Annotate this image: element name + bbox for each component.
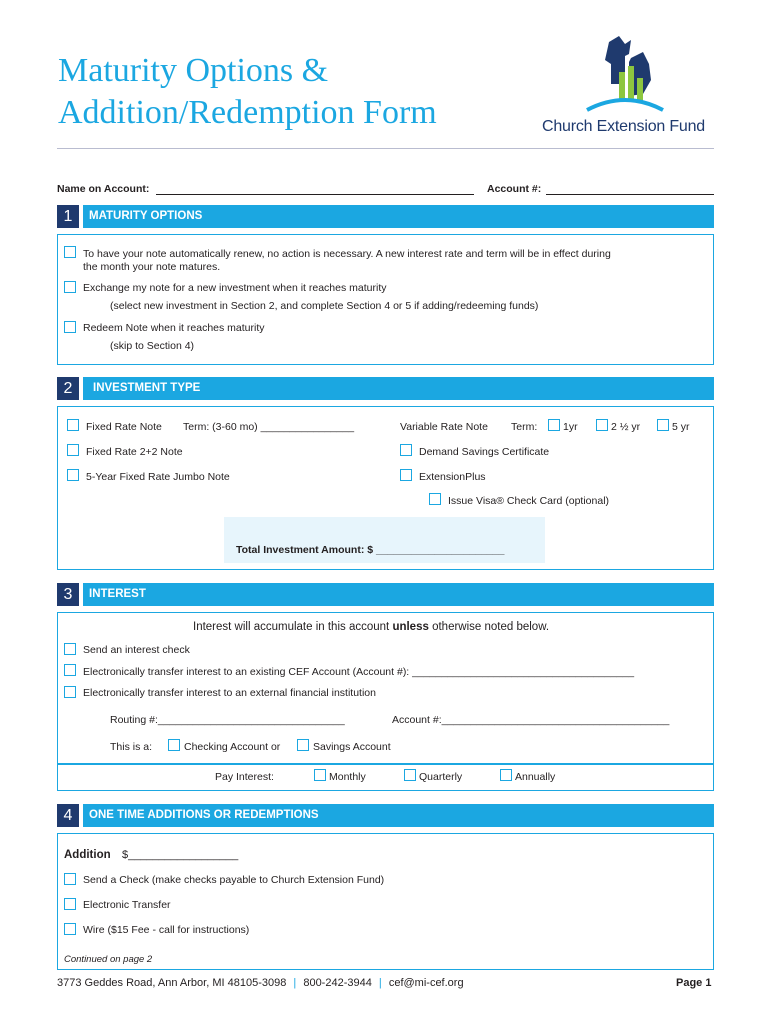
- title-line-1: Maturity Options &: [58, 52, 329, 89]
- extensionplus-checkbox[interactable]: [400, 469, 412, 481]
- name-on-account-field[interactable]: [156, 194, 474, 195]
- section-title: MATURITY OPTIONS: [89, 210, 203, 222]
- quarterly-label: Quarterly: [419, 771, 463, 783]
- demand-savings-checkbox[interactable]: [400, 444, 412, 456]
- cef-transfer-label[interactable]: Electronically transfer interest to an existing CEF Account (Account #): ______________________________________: [83, 666, 635, 678]
- electronic-transfer-checkbox[interactable]: [64, 898, 76, 910]
- send-check-label: Send a Check (make checks payable to Church Extension Fund): [83, 874, 385, 886]
- savings-label: Savings Account: [313, 741, 391, 753]
- exchange-text: Exchange my note for a new investment when it reaches maturity: [83, 282, 387, 294]
- external-transfer-checkbox[interactable]: [64, 686, 76, 698]
- jumbo-checkbox[interactable]: [67, 469, 79, 481]
- section-number: 4: [57, 804, 79, 827]
- page-number: Page 1: [676, 977, 712, 989]
- renew-text: To have your note automatically renew, no action is necessary. A new interest rate and term will be in effect during: [83, 248, 611, 260]
- jumbo-label: 5-Year Fixed Rate Jumbo Note: [86, 471, 230, 483]
- checking-label: Checking Account or: [184, 741, 281, 753]
- fixed-2-2-checkbox[interactable]: [67, 444, 79, 456]
- section-number: 3: [57, 583, 79, 606]
- fixed-term-field[interactable]: Term: (3-60 mo) ________________: [183, 421, 355, 433]
- term-2-5yr-label: 2 ½ yr: [611, 421, 641, 433]
- term-2-5yr-checkbox[interactable]: [596, 419, 608, 431]
- interest-check-label: Send an interest check: [83, 644, 190, 656]
- footer-separator: |: [378, 977, 382, 989]
- interest-check-checkbox[interactable]: [64, 643, 76, 655]
- interest-note-text-2: otherwise noted below.: [432, 621, 550, 633]
- external-transfer-label: Electronically transfer interest to an external financial institution: [83, 687, 376, 699]
- title-line-2: Addition/Redemption Form: [58, 94, 437, 131]
- wire-label: Wire ($15 Fee - call for instructions): [83, 924, 250, 936]
- this-is-a-label: This is a:: [110, 741, 153, 753]
- total-amount-field[interactable]: Total Investment Amount: $ ______________________: [236, 544, 505, 556]
- interest-note: [193, 621, 549, 634]
- variable-term-label: Term:: [511, 421, 538, 433]
- send-check-checkbox[interactable]: [64, 873, 76, 885]
- exchange-note: (select new investment in Section 2, and complete Section 4 or 5 if adding/redeeming funds): [110, 300, 539, 312]
- extensionplus-label: ExtensionPlus: [419, 471, 486, 483]
- pay-interest-label: Pay Interest:: [215, 771, 274, 783]
- cef-transfer-checkbox[interactable]: [64, 664, 76, 676]
- routing-field[interactable]: Routing #:________________________________: [110, 714, 345, 726]
- interest-note-text: Interest will accumulate in this account: [193, 621, 390, 633]
- footer-separator: |: [293, 977, 297, 989]
- external-account-field[interactable]: Account #:_______________________________________: [392, 714, 670, 726]
- form-title: [58, 50, 437, 134]
- account-number-field[interactable]: [546, 194, 714, 195]
- name-on-account-label: Name on Account:: [57, 183, 150, 195]
- electronic-transfer-label: Electronic Transfer: [83, 899, 171, 911]
- redeem-checkbox[interactable]: [64, 321, 76, 333]
- monthly-label: Monthly: [329, 771, 366, 783]
- section-3-divider: [58, 763, 713, 765]
- redeem-text: Redeem Note when it reaches maturity: [83, 322, 265, 334]
- section-4-header: [57, 804, 714, 827]
- section-1-header: [57, 205, 714, 228]
- section-number: 2: [57, 377, 79, 400]
- visa-card-checkbox[interactable]: [429, 493, 441, 505]
- section-title: INVESTMENT TYPE: [93, 382, 201, 394]
- section-title: ONE TIME ADDITIONS OR REDEMPTIONS: [89, 809, 319, 821]
- fixed-rate-checkbox[interactable]: [67, 419, 79, 431]
- addition-amount-field[interactable]: $__________________: [122, 849, 239, 861]
- section-number: 1: [57, 205, 79, 228]
- fixed-rate-label: Fixed Rate Note: [86, 421, 162, 433]
- footer-address: 3773 Geddes Road, Ann Arbor, MI 48105-3098: [57, 977, 287, 989]
- header-divider: [57, 148, 714, 149]
- fixed-2-2-label: Fixed Rate 2+2 Note: [86, 446, 183, 458]
- demand-savings-label: Demand Savings Certificate: [419, 446, 550, 458]
- annually-label: Annually: [515, 771, 556, 783]
- continued-note: Continued on page 2: [64, 954, 153, 965]
- monthly-checkbox[interactable]: [314, 769, 326, 781]
- interest-note-bold: unless: [392, 621, 429, 633]
- addition-label: Addition: [64, 849, 111, 861]
- section-2-header: [57, 377, 714, 400]
- annually-checkbox[interactable]: [500, 769, 512, 781]
- renew-checkbox[interactable]: [64, 246, 76, 258]
- wire-checkbox[interactable]: [64, 923, 76, 935]
- term-1yr-checkbox[interactable]: [548, 419, 560, 431]
- variable-rate-label: Variable Rate Note: [400, 421, 488, 433]
- account-number-label: Account #:: [487, 183, 542, 195]
- term-1yr-label: 1yr: [563, 421, 578, 433]
- section-3-header: [57, 583, 714, 606]
- term-5yr-checkbox[interactable]: [657, 419, 669, 431]
- logo-text: Church Extension Fund: [542, 118, 706, 135]
- checking-checkbox[interactable]: [168, 739, 180, 751]
- redeem-note: (skip to Section 4): [110, 340, 195, 352]
- savings-checkbox[interactable]: [297, 739, 309, 751]
- footer-phone: 800-242-3944: [303, 977, 372, 989]
- term-5yr-label: 5 yr: [672, 421, 690, 433]
- footer-contact: [57, 977, 464, 990]
- footer-email[interactable]: cef@mi-cef.org: [388, 977, 464, 989]
- exchange-checkbox[interactable]: [64, 281, 76, 293]
- section-title: INTEREST: [89, 588, 146, 600]
- quarterly-checkbox[interactable]: [404, 769, 416, 781]
- renew-text-2: the month your note matures.: [83, 261, 221, 273]
- cef-logo-icon: [585, 34, 665, 114]
- visa-card-label: Issue Visa® Check Card (optional): [448, 495, 610, 507]
